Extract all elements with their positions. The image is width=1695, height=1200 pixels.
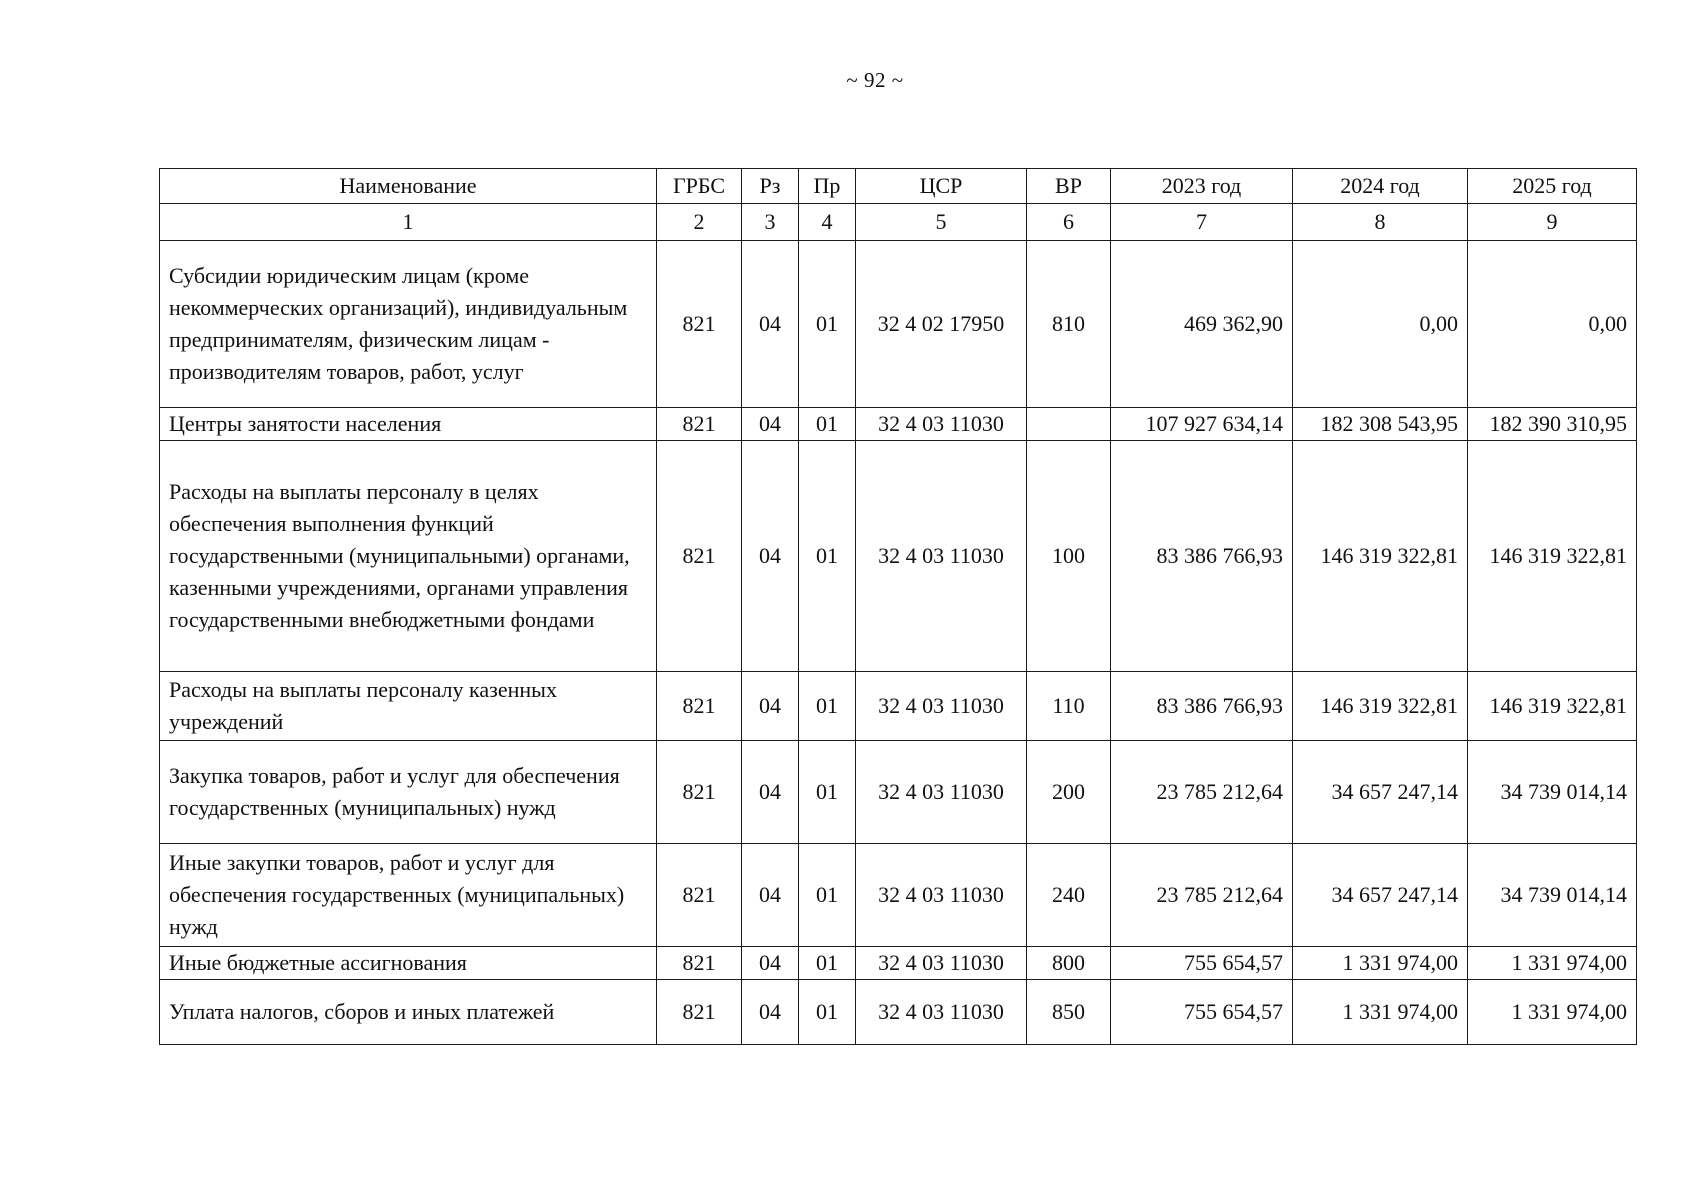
row-vr: 110: [1027, 672, 1111, 741]
row-csr: 32 4 03 11030: [856, 672, 1027, 741]
table-row: [160, 441, 1637, 672]
row-csr: 32 4 03 11030: [856, 408, 1027, 441]
header-2023: 2023 год: [1111, 169, 1293, 204]
header-row: [160, 169, 1637, 204]
table-row: [160, 241, 1637, 408]
row-rz: 04: [742, 408, 799, 441]
row-2024: 1 331 974,00: [1293, 947, 1468, 980]
row-2023: 755 654,57: [1111, 980, 1293, 1045]
row-name: Субсидии юридическим лицам (кроме некоммерческих организаций), индивидуальным предпринимателям, физическим лицам - производителям товаров, работ, услуг: [160, 241, 657, 408]
row-grbs: 821: [657, 844, 742, 947]
row-grbs: 821: [657, 947, 742, 980]
table-row: [160, 980, 1637, 1045]
row-2025: 34 739 014,14: [1468, 741, 1637, 844]
column-number: 1: [160, 204, 657, 241]
row-pr: 01: [799, 980, 856, 1045]
column-number: 8: [1293, 204, 1468, 241]
column-number: 6: [1027, 204, 1111, 241]
row-vr: 800: [1027, 947, 1111, 980]
row-rz: 04: [742, 947, 799, 980]
row-2025: 0,00: [1468, 241, 1637, 408]
page-number: ~ 92 ~: [846, 68, 904, 92]
row-2025: 1 331 974,00: [1468, 980, 1637, 1045]
budget-table: [159, 168, 1637, 1045]
row-grbs: 821: [657, 980, 742, 1045]
table-row: [160, 947, 1637, 980]
row-2023: 83 386 766,93: [1111, 672, 1293, 741]
row-2024: 146 319 322,81: [1293, 672, 1468, 741]
row-pr: 01: [799, 441, 856, 672]
row-pr: 01: [799, 241, 856, 408]
column-number: 9: [1468, 204, 1637, 241]
row-2024: 34 657 247,14: [1293, 844, 1468, 947]
row-2023: 469 362,90: [1111, 241, 1293, 408]
row-2025: 146 319 322,81: [1468, 441, 1637, 672]
table-row: [160, 672, 1637, 741]
row-pr: 01: [799, 408, 856, 441]
column-number: 3: [742, 204, 799, 241]
header-2024: 2024 год: [1293, 169, 1468, 204]
row-name: Иные закупки товаров, работ и услуг для обеспечения государственных (муниципальных) нужд: [160, 844, 657, 947]
row-rz: 04: [742, 441, 799, 672]
row-vr: 850: [1027, 980, 1111, 1045]
row-name: Иные бюджетные ассигнования: [160, 947, 657, 980]
row-grbs: 821: [657, 741, 742, 844]
row-2025: 146 319 322,81: [1468, 672, 1637, 741]
row-2023: 83 386 766,93: [1111, 441, 1293, 672]
row-grbs: 821: [657, 408, 742, 441]
row-csr: 32 4 03 11030: [856, 741, 1027, 844]
row-2023: 107 927 634,14: [1111, 408, 1293, 441]
row-name: Закупка товаров, работ и услуг для обеспечения государственных (муниципальных) нужд: [160, 741, 657, 844]
table-row: [160, 741, 1637, 844]
row-name: Расходы на выплаты персоналу в целях обеспечения выполнения функций государственными (муниципальными) органами, казенными учреждениями, органами управления государственными внебюджетными фондами: [160, 441, 657, 672]
row-2024: 34 657 247,14: [1293, 741, 1468, 844]
header-name: Наименование: [160, 169, 657, 204]
row-rz: 04: [742, 980, 799, 1045]
header-grbs: ГРБС: [657, 169, 742, 204]
header-pr: Пр: [799, 169, 856, 204]
row-csr: 32 4 03 11030: [856, 980, 1027, 1045]
row-name: Уплата налогов, сборов и иных платежей: [160, 980, 657, 1045]
row-vr: 100: [1027, 441, 1111, 672]
table-row: [160, 844, 1637, 947]
row-grbs: 821: [657, 441, 742, 672]
row-csr: 32 4 02 17950: [856, 241, 1027, 408]
row-pr: 01: [799, 844, 856, 947]
row-pr: 01: [799, 672, 856, 741]
row-vr: 810: [1027, 241, 1111, 408]
row-grbs: 821: [657, 672, 742, 741]
row-vr: 200: [1027, 741, 1111, 844]
row-pr: 01: [799, 741, 856, 844]
header-vr: ВР: [1027, 169, 1111, 204]
row-2024: 0,00: [1293, 241, 1468, 408]
row-pr: 01: [799, 947, 856, 980]
row-2024: 146 319 322,81: [1293, 441, 1468, 672]
row-2024: 1 331 974,00: [1293, 980, 1468, 1045]
row-name: Центры занятости населения: [160, 408, 657, 441]
row-2025: 1 331 974,00: [1468, 947, 1637, 980]
column-number: 4: [799, 204, 856, 241]
row-2025: 34 739 014,14: [1468, 844, 1637, 947]
row-csr: 32 4 03 11030: [856, 441, 1027, 672]
row-2023: 755 654,57: [1111, 947, 1293, 980]
row-2024: 182 308 543,95: [1293, 408, 1468, 441]
row-csr: 32 4 03 11030: [856, 844, 1027, 947]
row-rz: 04: [742, 241, 799, 408]
header-csr: ЦСР: [856, 169, 1027, 204]
row-vr: [1027, 408, 1111, 441]
row-rz: 04: [742, 672, 799, 741]
row-2023: 23 785 212,64: [1111, 844, 1293, 947]
row-csr: 32 4 03 11030: [856, 947, 1027, 980]
row-rz: 04: [742, 741, 799, 844]
column-number: 2: [657, 204, 742, 241]
row-grbs: 821: [657, 241, 742, 408]
row-rz: 04: [742, 844, 799, 947]
row-vr: 240: [1027, 844, 1111, 947]
column-number: 7: [1111, 204, 1293, 241]
row-name: Расходы на выплаты персоналу казенных учреждений: [160, 672, 657, 741]
header-2025: 2025 год: [1468, 169, 1637, 204]
row-2025: 182 390 310,95: [1468, 408, 1637, 441]
column-number-row: [160, 204, 1637, 241]
header-rz: Рз: [742, 169, 799, 204]
row-2023: 23 785 212,64: [1111, 741, 1293, 844]
column-number: 5: [856, 204, 1027, 241]
table-row: [160, 408, 1637, 441]
